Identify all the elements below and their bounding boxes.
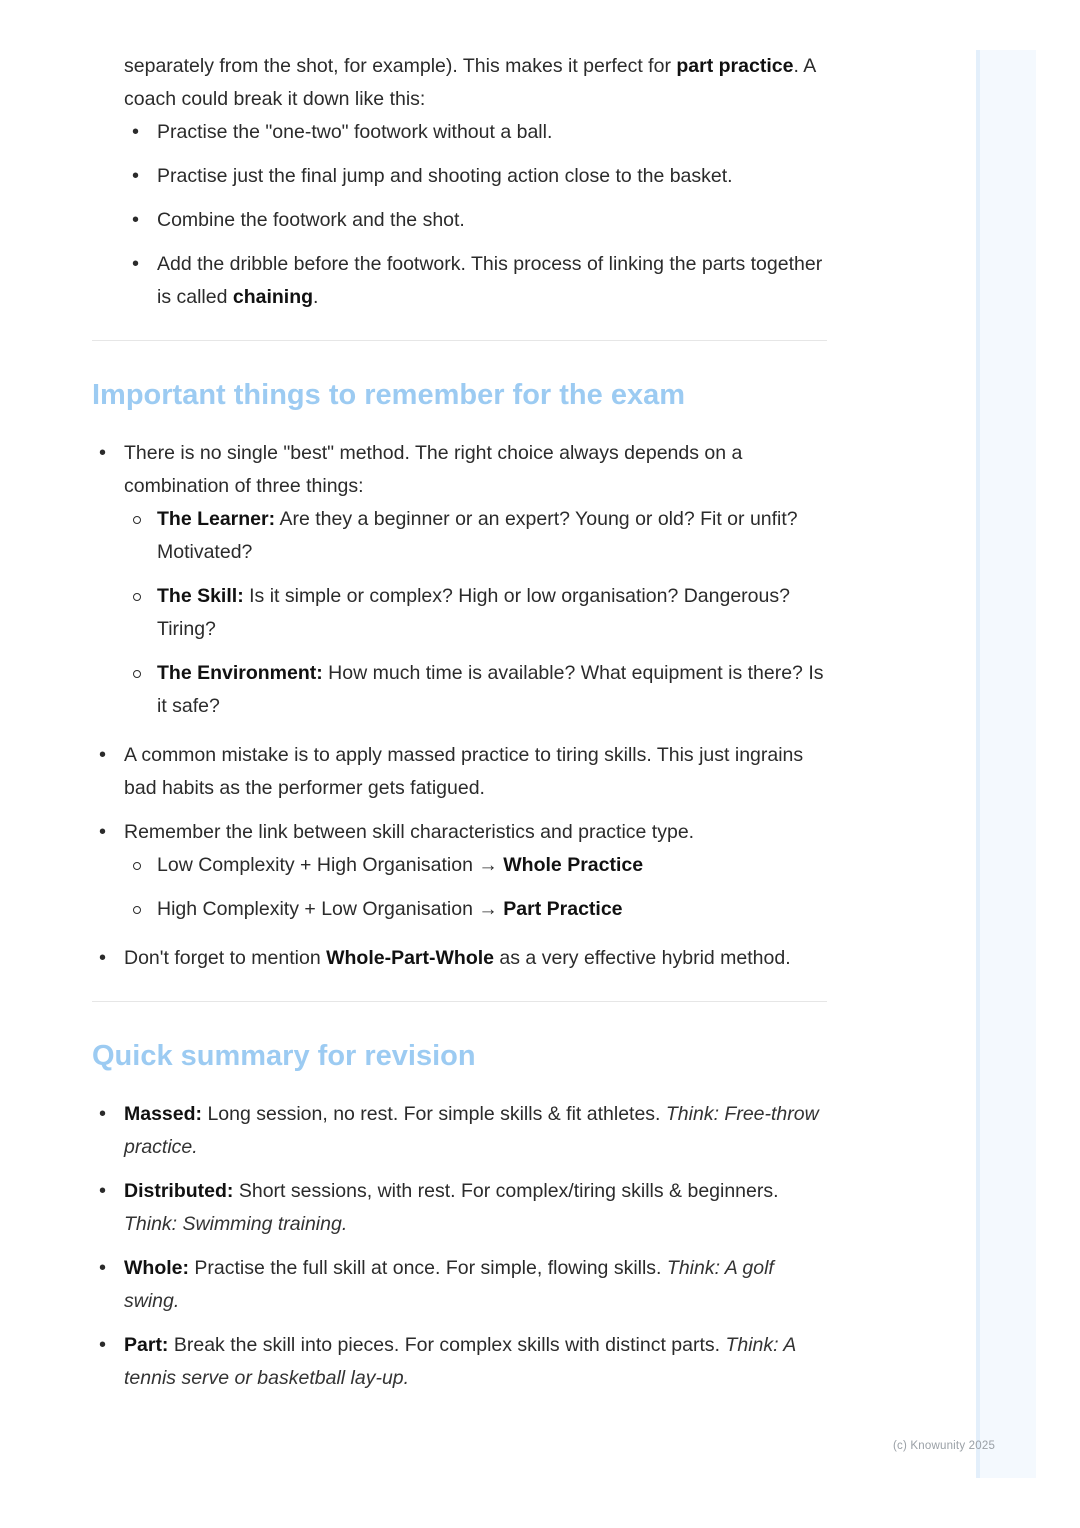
factors-list	[157, 503, 827, 723]
list-item: • Combine the footwork and the shot.	[157, 204, 827, 237]
section-divider	[92, 340, 827, 341]
list-item: • Practise the "one-two" footwork without a ball.	[157, 116, 827, 149]
coach-steps-list	[157, 116, 827, 314]
summary-list	[124, 1098, 827, 1395]
list-item: • Practise just the final jump and shooting action close to the basket.	[157, 160, 827, 193]
list-item: High Complexity + Low Organisation → Part Practice	[157, 893, 827, 926]
list-item: • Part: Break the skill into pieces. For complex skills with distinct parts. Think: A tennis serve or basketball lay-up.	[124, 1329, 827, 1395]
list-item: • Remember the link between skill characteristics and practice type. Low Complexity + High Organisation → Whole Practice High Complexity + Low Organisation → Part Practice	[124, 816, 827, 926]
list-item: • Massed: Long session, no rest. For simple skills & fit athletes. Think: Free-throw practice.	[124, 1098, 827, 1164]
section-divider	[92, 1001, 827, 1002]
list-item: • Don't forget to mention Whole-Part-Whole as a very effective hybrid method.	[124, 942, 827, 975]
list-item: Low Complexity + High Organisation → Whole Practice	[157, 849, 827, 882]
exam-points-list	[124, 437, 827, 975]
list-item: • There is no single "best" method. The right choice always depends on a combination of three things: The Learner: Are they a beginner or an expert? Young or old? Fit or unfit? Motivated? The Skill: Is it simple or complex? High or low organisation? Dangerous? Tiring? The Environment: How much time is available? What equipment is there? Is it safe?	[124, 437, 827, 723]
summary-section-heading: Quick summary for revision	[92, 1040, 476, 1072]
list-item: • A common mistake is to apply massed practice to tiring skills. This just ingrains bad habits as the performer gets fatigued.	[124, 739, 827, 805]
side-panel	[976, 50, 1036, 1478]
copyright-notice: (c) Knowunity 2025	[893, 1440, 996, 1452]
list-item: The Skill: Is it simple or complex? High or low organisation? Dangerous? Tiring?	[157, 580, 827, 646]
list-item: • Distributed: Short sessions, with rest. For complex/tiring skills & beginners. Think: Swimming training.	[124, 1175, 827, 1241]
practice-type-list	[157, 849, 827, 926]
exam-section-heading: Important things to remember for the exam	[92, 379, 685, 411]
list-item: • Whole: Practise the full skill at once. For simple, flowing skills. Think: A golf swing.	[124, 1252, 827, 1318]
document-body	[92, 50, 827, 1406]
list-item: • Add the dribble before the footwork. This process of linking the parts together is called chaining.	[157, 248, 827, 314]
list-item: The Environment: How much time is available? What equipment is there? Is it safe?	[157, 657, 827, 723]
list-item: The Learner: Are they a beginner or an expert? Young or old? Fit or unfit? Motivated?	[157, 503, 827, 569]
intro-paragraph: separately from the shot, for example). This makes it perfect for part practice. A coach could break it down like this:	[124, 55, 816, 110]
